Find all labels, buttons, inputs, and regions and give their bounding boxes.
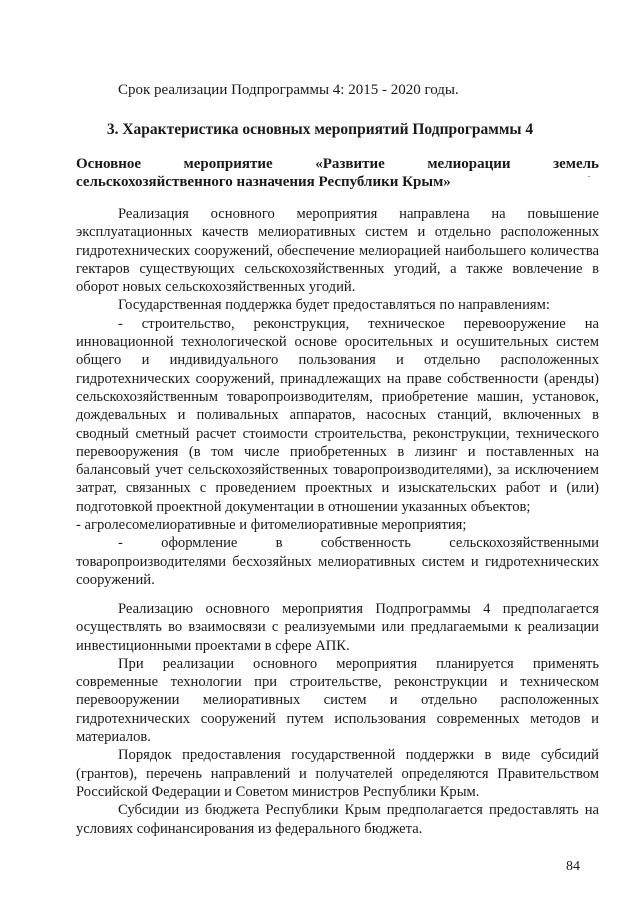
subsection-title-line-2: сельскохозяйственного назначения Республики Крым» (76, 174, 451, 190)
paragraph-purpose: Реализация основного мероприятия направлена на повышение эксплуатационных качеств мелиоративных систем и отдельно расположенных гидротехнических сооружений, обеспечение мелиорацией наибольшего количества гектаров существующих сельскохозяйственных угодий, а также вовлечение в оборот новых сельскохозяйственных угодий. (76, 206, 599, 296)
paragraph-support-intro: Государственная поддержка будет предоставляться по направлениям: (118, 297, 550, 314)
section-title: 3. Характеристика основных мероприятий Подпрограммы 4 (106, 121, 534, 138)
body-block-2 (76, 600, 599, 838)
paragraph-subsidies: Субсидии из бюджета Республики Крым предполагается предоставлять на условиях софинансирования из федерального бюджета. (76, 802, 599, 837)
paragraph-investment: Реализацию основного мероприятия Подпрограммы 4 предполагается осуществлять во взаимосвязи с реализуемыми или предлагаемыми к реализации инвестиционными проектами в сфере АПК. (76, 601, 599, 654)
paragraph-procedure: Порядок предоставления государственной поддержки в виде субсидий (грантов), перечень направлений и получателей определяются Правительством Российской Федерации и Советом министров Республики Крым. (76, 747, 599, 800)
bullet-ownership: - оформление в собственность сельскохозяйственными товаропроизводителями бесхозяйных мелиоративных систем и гидротехнических сооружений. (76, 535, 599, 588)
bullet-agroforestry: - агролесомелиоративные и фитомелиоративные мероприятия; (76, 517, 467, 534)
subsection-title-line-1: Основное мероприятие «Развитие мелиорации земель (76, 156, 599, 172)
subsection-title (76, 155, 599, 191)
body-block-1 (76, 205, 599, 589)
paragraph-technologies: При реализации основного мероприятия планируется применять современные технологии при строительстве, реконструкции и техническом перевооружении мелиоративных систем и отдельно расположенных гидротехнических сооружений путем использования современных методов и материалов. (76, 655, 599, 746)
page-number: 84 (566, 859, 580, 874)
bullet-construction: - строительство, реконструкция, техническое перевооружение на инновационной технологической основе оросительных и осушительных систем общего и индивидуального пользования и отдельно расположенных гидротехнических сооружений, принадлежащих на праве собственности (аренды) сельскохозяйственным товаропроизводителям, приобретение машин, установок, дождевальных и поливальных аппаратов, насосных станций, включенных в сводный сметный расчет стоимости строительства, реконструкции, технического перевооружения (в том числе приобретенных в лизинг и поставленных на балансовый учет сельскохозяйственных товаропроизводителями), за исключением затрат, связанных с проведением проектных и изыскательских работ и (или) подготовкой проектной документации в отношении указанных объектов; (76, 315, 599, 515)
scan-speck (588, 176, 590, 177)
implementation-term: Срок реализации Подпрограммы 4: 2015 - 2020 годы. (118, 82, 459, 98)
